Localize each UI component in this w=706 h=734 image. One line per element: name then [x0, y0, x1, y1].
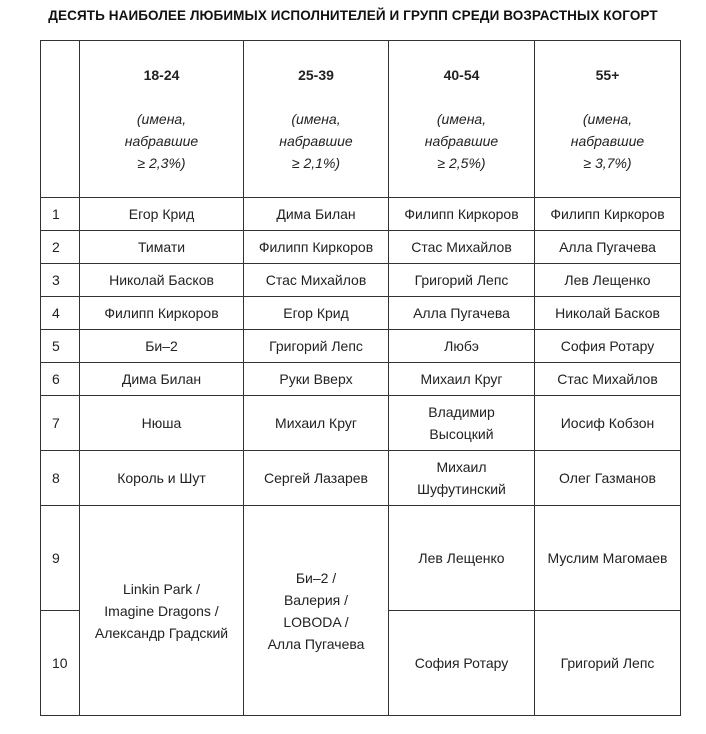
header-rank-cell [41, 41, 80, 198]
artist-cell: София Ротару [535, 330, 681, 363]
artist-cell: Би–2 [80, 330, 244, 363]
rank-cell: 9 [41, 506, 80, 611]
artist-cell: Лев Лещенко [389, 506, 535, 611]
age-group-label: 55+ [595, 67, 620, 83]
artist-cell: Филипп Киркоров [389, 198, 535, 231]
rank-cell: 10 [41, 611, 80, 716]
artist-cell: София Ротару [389, 611, 535, 716]
artist-cell: Михаил Круг [244, 396, 389, 451]
artist-cell: Николай Басков [535, 297, 681, 330]
table-row [41, 363, 681, 396]
table-row [41, 264, 681, 297]
rank-cell: 7 [41, 396, 80, 451]
artist-cell: Иосиф Кобзон [535, 396, 681, 451]
table-row [41, 506, 681, 611]
artist-cell: Любэ [389, 330, 535, 363]
table-row [41, 297, 681, 330]
artist-cell: Владимир Высоцкий [389, 396, 535, 451]
header-row [41, 41, 681, 198]
artist-cell: Руки Вверх [244, 363, 389, 396]
artist-cell: Стас Михайлов [535, 363, 681, 396]
artist-cell: Алла Пугачева [535, 231, 681, 264]
header-cell [244, 41, 389, 198]
artist-cell: Михаил Круг [389, 363, 535, 396]
table-row [41, 451, 681, 506]
artist-cell: Григорий Лепс [535, 611, 681, 716]
artist-cell: Муслим Магомаев [535, 506, 681, 611]
table-title: ДЕСЯТЬ НАИБОЛЕЕ ЛЮБИМЫХ ИСПОЛНИТЕЛЕЙ И ГРУПП СРЕДИ ВОЗРАСТНЫХ КОГОРТ [48, 8, 658, 23]
rank-cell: 5 [41, 330, 80, 363]
table-row [41, 198, 681, 231]
rank-cell: 2 [41, 231, 80, 264]
artist-cell: Филипп Киркоров [535, 198, 681, 231]
header-cell [80, 41, 244, 198]
artist-cell: Олег Газманов [535, 451, 681, 506]
artist-cell: Григорий Лепс [244, 330, 389, 363]
artist-cell: Король и Шут [80, 451, 244, 506]
artist-cell: Нюша [80, 396, 244, 451]
artist-cell: Филипп Киркоров [80, 297, 244, 330]
rank-cell: 3 [41, 264, 80, 297]
artist-cell: Тимати [80, 231, 244, 264]
artist-cell: Лев Лещенко [535, 264, 681, 297]
artist-cell: Филипп Киркоров [244, 231, 389, 264]
artist-cell: Стас Михайлов [244, 264, 389, 297]
ratings-table [40, 40, 681, 716]
artist-cell: Дима Билан [80, 363, 244, 396]
header-cell [535, 41, 681, 198]
threshold-note: (имена, набравшие ≥ 3,7%) [570, 111, 645, 171]
age-group-label: 18-24 [143, 67, 180, 83]
threshold-note: (имена, набравшие ≥ 2,3%) [124, 111, 199, 171]
rank-cell: 8 [41, 451, 80, 506]
table-row [41, 330, 681, 363]
rank-cell: 1 [41, 198, 80, 231]
artist-cell: Егор Крид [244, 297, 389, 330]
rank-cell: 4 [41, 297, 80, 330]
artist-cell-merged: Linkin Park / Imagine Dragons / Александр Градский [80, 506, 244, 716]
threshold-note: (имена, набравшие ≥ 2,1%) [279, 111, 353, 171]
age-group-label: 25-39 [298, 67, 334, 83]
artist-cell-merged: Би–2 / Валерия / LOBODA / Алла Пугачева [244, 506, 389, 716]
artist-cell: Егор Крид [80, 198, 244, 231]
artist-cell: Михаил Шуфутинский [389, 451, 535, 506]
artist-cell: Сергей Лазарев [244, 451, 389, 506]
rank-cell: 6 [41, 363, 80, 396]
artist-cell: Дима Билан [244, 198, 389, 231]
header-cell [389, 41, 535, 198]
table-row [41, 396, 681, 451]
artist-cell: Николай Басков [80, 264, 244, 297]
artist-cell: Алла Пугачева [389, 297, 535, 330]
artist-cell: Григорий Лепс [389, 264, 535, 297]
artist-cell: Стас Михайлов [389, 231, 535, 264]
table-row [41, 231, 681, 264]
age-group-label: 40-54 [443, 67, 480, 83]
threshold-note: (имена, набравшие ≥ 2,5%) [424, 111, 499, 171]
